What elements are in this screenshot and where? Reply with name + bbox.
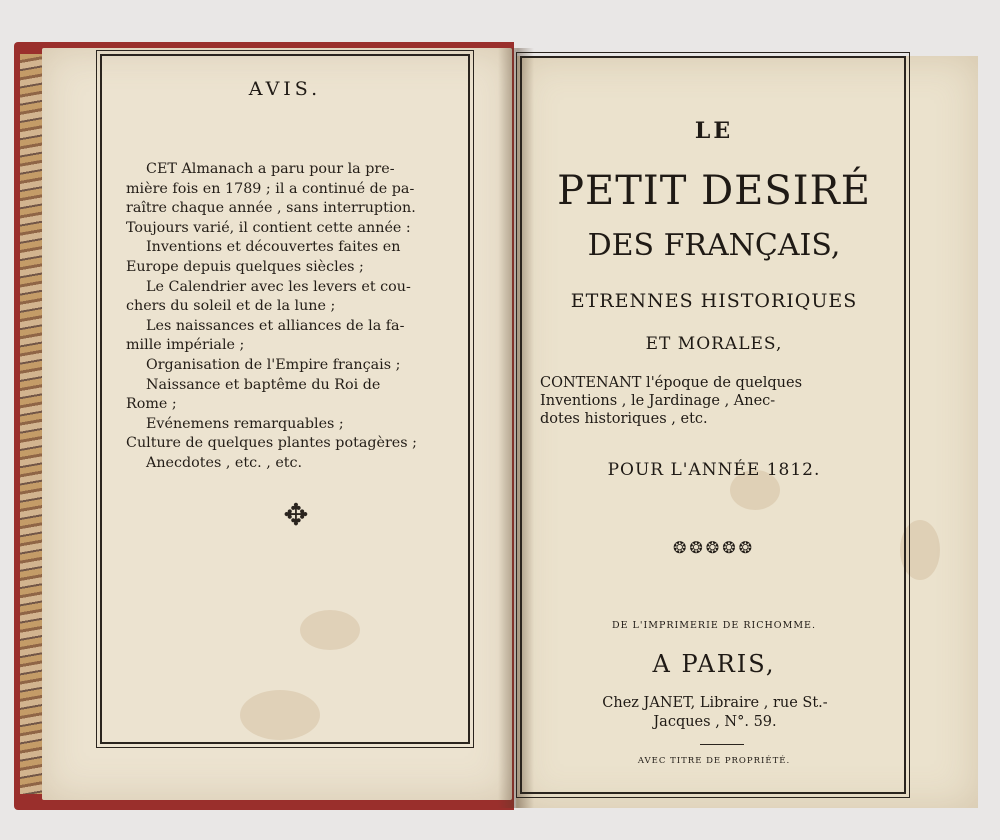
- avis-line: Toujours varié, il contient cette année :: [126, 219, 411, 236]
- title-le: LE: [694, 118, 734, 144]
- morales-line: ET MORALES,: [645, 334, 783, 354]
- contents-line: CONTENANT l'époque de quelques: [540, 375, 803, 391]
- book-title: PETIT DESIRÉ: [557, 168, 871, 214]
- avis-line: chers du soleil et de la lune ;: [126, 298, 336, 315]
- avis-line: Rome ;: [126, 396, 177, 413]
- avis-line: Le Calendrier avec les levers et cou-: [146, 278, 411, 295]
- avis-line: raître chaque année , sans interruption.: [126, 200, 416, 217]
- city-line: A PARIS,: [652, 650, 776, 678]
- avis-line: Inventions et découvertes faites en: [146, 239, 401, 256]
- avis-line: Organisation de l'Empire français ;: [146, 356, 401, 373]
- avis-text: [126, 160, 466, 474]
- avis-line: Europe depuis quelques siècles ;: [126, 258, 364, 275]
- paper-stain: [900, 520, 940, 580]
- divider-rule: [700, 744, 744, 745]
- copyright-line: AVEC TITRE DE PROPRIÉTÉ.: [637, 756, 791, 766]
- avis-line: Naissance et baptême du Roi de: [146, 376, 381, 393]
- avis-line: Anecdotes , etc. , etc.: [146, 454, 303, 471]
- publisher-line: Chez JANET, Libraire , rue St.-: [602, 695, 828, 711]
- year-line: POUR L'ANNÉE 1812.: [607, 460, 821, 480]
- avis-line: mière fois en 1789 ; il a continué de pa-: [126, 180, 415, 197]
- avis-line: Culture de quelques plantes potagères ;: [126, 435, 417, 452]
- fleuron-ornament-icon: ✥: [283, 498, 309, 533]
- avis-line: mille impériale ;: [126, 337, 245, 354]
- avis-line: Les naissances et alliances de la fa-: [146, 317, 405, 334]
- book-subtitle: DES FRANÇAIS,: [587, 228, 841, 263]
- avis-line: CET Almanach a paru pour la pre-: [146, 161, 395, 177]
- ornament-dots-icon: ❂❂❂❂❂: [672, 538, 756, 557]
- etrennes-line: ETRENNES HISTORIQUES: [570, 290, 858, 312]
- publisher-line: Jacques , N°. 59.: [653, 714, 777, 730]
- contents-line: dotes historiques , etc.: [540, 411, 708, 427]
- contents-line: Inventions , le Jardinage , Anec-: [540, 393, 776, 409]
- printer-line: DE L'IMPRIMERIE DE RICHOMME.: [611, 620, 817, 631]
- contents-description: [540, 374, 890, 428]
- avis-heading: AVIS.: [248, 78, 322, 100]
- avis-line: Evénemens remarquables ;: [146, 415, 344, 432]
- publisher-address: [540, 694, 890, 732]
